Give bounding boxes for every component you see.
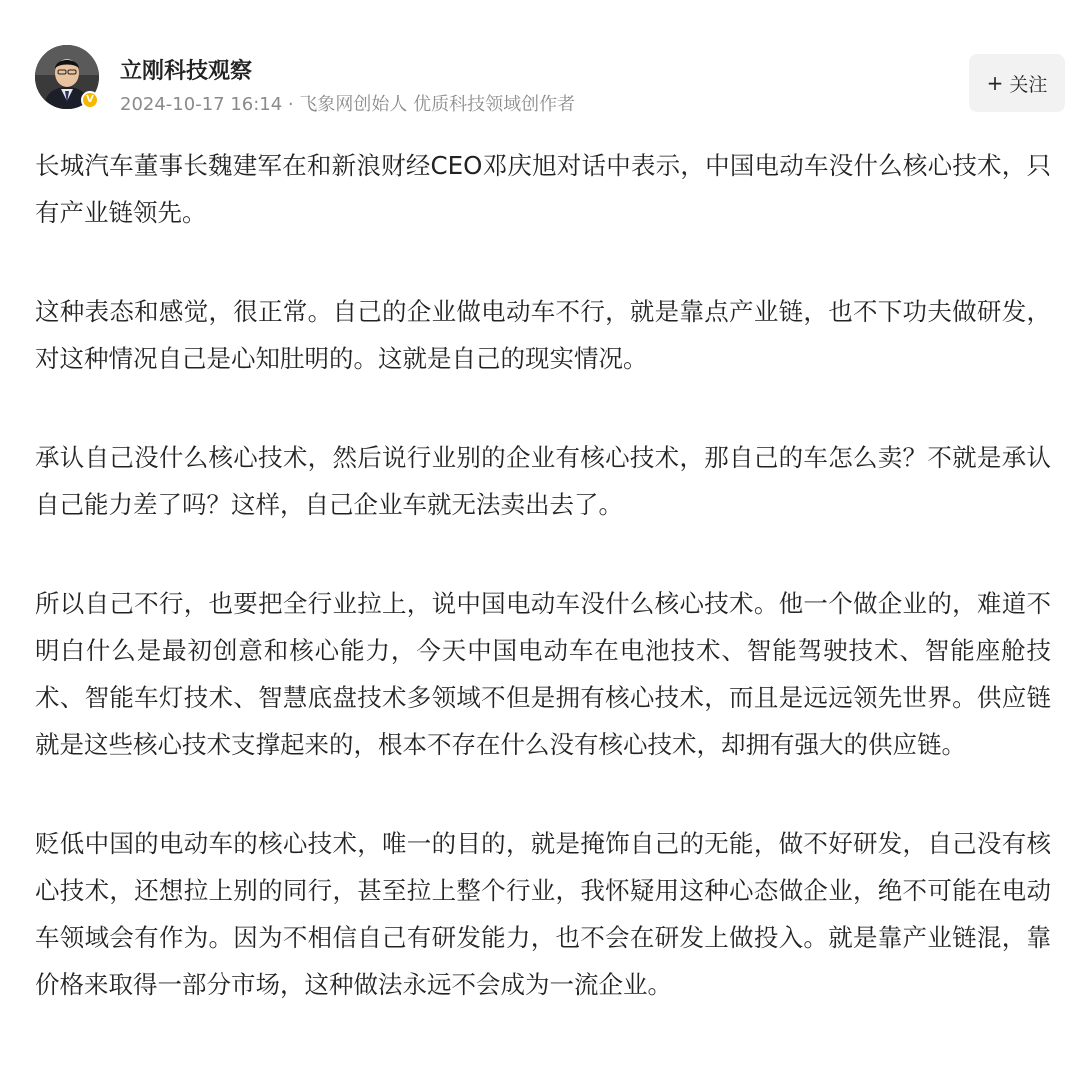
follow-label: 关注 xyxy=(1009,73,1048,96)
author-title: 飞象网创始人 优质科技领域创作者 xyxy=(299,94,576,115)
paragraph-2: 这种表态和感觉，很正常。自己的企业做电动车不行，就是靠点产业链，也不下功夫做研发，对这种情况自己是心知肚明的。这就是自己的现实情况。 xyxy=(35,297,1051,373)
post-meta xyxy=(120,90,575,116)
verified-icon: V xyxy=(81,91,99,109)
plus-icon: + xyxy=(986,71,1004,95)
paragraph-5: 贬低中国的电动车的核心技术，唯一的目的，就是掩饰自己的无能，做不好研发，自己没有核心技术，还想拉上别的同行，甚至拉上整个行业，我怀疑用这种心态做企业，绝不可能在电动车领域会有作为。因为不相信自己有研发能力，也不会在研发上做投入。就是靠产业链混，靠价格来取得一部分市场，这种做法永远不会成为一流企业。 xyxy=(35,829,1051,999)
follow-button[interactable] xyxy=(969,54,1065,112)
post-header xyxy=(0,0,1080,130)
paragraph-1: 长城汽车董事长魏建军在和新浪财经CEO邓庆旭对话中表示，中国电动车没什么核心技术，只有产业链领先。 xyxy=(35,151,1051,227)
paragraph-4: 所以自己不行，也要把全行业拉上，说中国电动车没什么核心技术。他一个做企业的，难道不明白什么是最初创意和核心能力，今天中国电动车在电池技术、智能驾驶技术、智能座舱技术、智能车灯技术、智慧底盘技术多领域不但是拥有核心技术，而且是远远领先世界。供应链就是这些核心技术支撑起来的，根本不存在什么没有核心技术，却拥有强大的供应链。 xyxy=(35,589,1051,759)
author-name[interactable]: 立刚科技观察 xyxy=(120,59,253,84)
paragraph-3: 承认自己没什么核心技术，然后说行业别的企业有核心技术，那自己的车怎么卖？不就是承认自己能力差了吗？这样，自己企业车就无法卖出去了。 xyxy=(35,443,1051,519)
meta-separator: · xyxy=(282,94,300,115)
post-body xyxy=(35,142,1051,1060)
post-date: 2024-10-17 16:14 xyxy=(120,94,283,115)
